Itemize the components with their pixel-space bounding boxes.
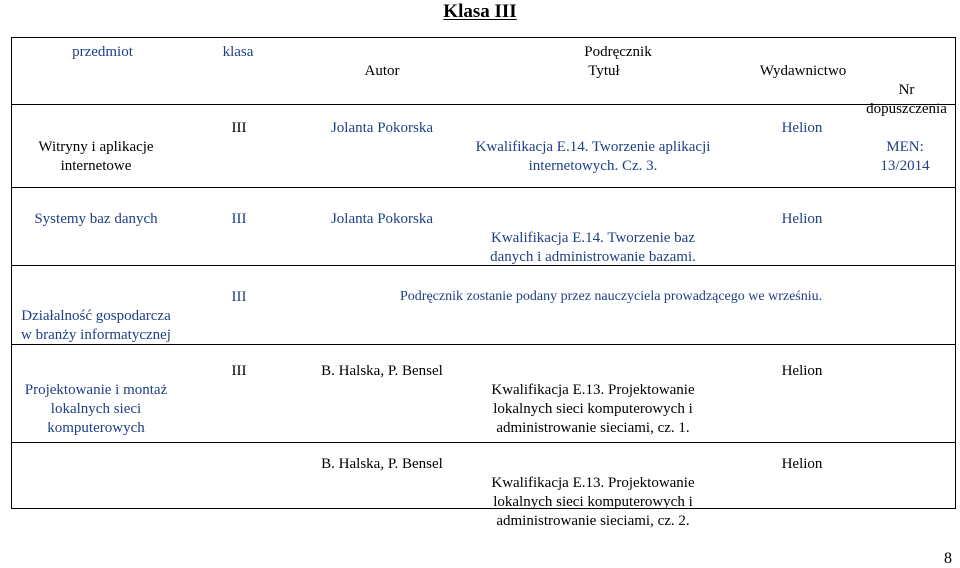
row-1-subject: Witryny i aplikacje internetowe: [38, 139, 154, 174]
page-number: 8: [944, 550, 952, 567]
row-4-class: III: [231, 363, 247, 379]
row-2-author: Jolanta Pokorska: [330, 211, 434, 227]
header-approval-number: Nr dopuszczenia: [866, 82, 947, 117]
header-subject: przedmiot: [72, 44, 133, 60]
row-4-author: B. Halska, P. Bensel: [321, 363, 443, 379]
row-3-subject: Działalność gospodarcza w branży informatycznej: [21, 308, 171, 343]
header-class: klasa: [222, 44, 254, 60]
page-title-text: Klasa III: [443, 1, 517, 22]
row-2-publisher: Helion: [781, 211, 823, 227]
textbook-table: [11, 37, 956, 529]
row-1-author: Jolanta Pokorska: [330, 120, 434, 136]
row-2-class: III: [231, 211, 247, 227]
row-1-class: III: [231, 120, 247, 136]
row-3-class: III: [231, 289, 247, 305]
header-publisher: Wydawnictwo: [759, 63, 847, 79]
row-2-subject: Systemy baz danych: [34, 211, 158, 227]
row-5-title: Kwalifikacja E.13. Projektowanie lokalnych sieci komputerowych i administrowanie sieciami, cz. 2.: [491, 475, 695, 529]
row-1-title: Kwalifikacja E.14. Tworzenie aplikacji internetowych. Cz. 3.: [475, 139, 711, 174]
header-book-title: Tytuł: [588, 63, 620, 79]
row-2-title: Kwalifikacja E.14. Tworzenie baz danych i administrowanie bazami.: [490, 230, 696, 265]
row-4-title: Kwalifikacja E.13. Projektowanie lokalnych sieci komputerowych i administrowanie sieciami, cz. 1.: [491, 382, 695, 436]
row-4-publisher: Helion: [781, 363, 823, 379]
row-1-publisher: Helion: [781, 120, 823, 136]
page-title: [0, 0, 960, 26]
header-author: Autor: [364, 63, 400, 79]
row-4-subject: Projektowanie i montaż lokalnych sieci komputerowych: [24, 382, 168, 436]
row-1-approval: MEN: 13/2014: [880, 139, 930, 174]
row-5-author: B. Halska, P. Bensel: [321, 456, 443, 472]
row-separator-line: [12, 187, 955, 188]
row-3-textbook-notice: Podręcznik zostanie podany przez nauczyciela prowadzącego we wrześniu.: [400, 289, 823, 304]
row-separator-line: [12, 442, 955, 443]
header-separator-line: [12, 104, 955, 105]
header-textbook: Podręcznik: [584, 44, 652, 60]
row-5-publisher: Helion: [781, 456, 823, 472]
